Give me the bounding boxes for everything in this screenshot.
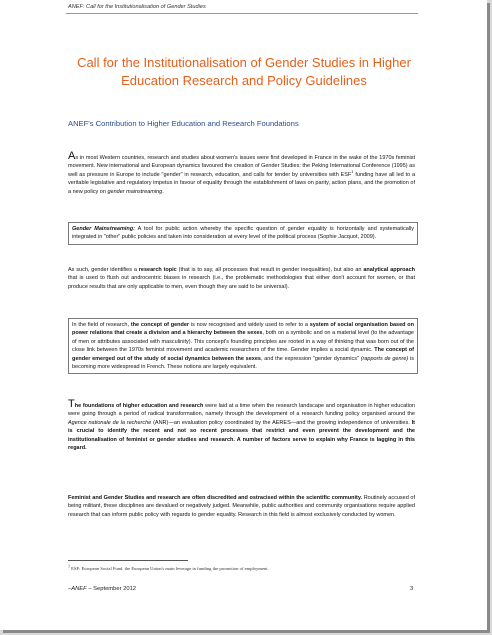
footnote-text: ESF: European Social Fund, the European Union's main leverage in funding the promotion of employment. [70,566,269,571]
definition-box [68,222,418,245]
footnote-mark: 1 [68,563,70,569]
foundations-text-1: were laid at a time when the research landscape and organisation in higher education were going through a period of radical transformation, namely through the development of a research funding policy organised around the [68,403,415,418]
page-number: 3 [410,586,414,592]
intro-text-2: funding have all led to a veritable legislative and regulatory impetus in favour of equality through the establishment of laws on parity, action plans, and the promotion of a new policy on [68,171,415,195]
definition-text: A tool for public action whereby the specific question of gender equality is horizontally and systematically integrated in "other" public policies and taken into consideration at every level of the political process (Sophie Jacquot, 2009). [72,226,414,241]
footnote-ref[interactable]: 1 [351,168,354,174]
concept-bold-1: the concept of gender [130,322,190,328]
dropcap-t: T [68,398,75,410]
research-topic-paragraph [68,266,415,291]
footnote-divider [68,560,188,561]
concept-text-4: , and the expression "gender dynamics" [260,355,361,362]
header-divider [66,13,418,14]
foundations-text-2: (ANR)—an evaluation policy coordinated by the AERES—and the growing independence of universities. [151,419,412,426]
footer-org: ANEF [71,586,87,592]
foundations-italic-1: Agence nationale de la recherche [68,419,152,426]
concept-box [68,318,418,374]
section-subtitle: ANEF's Contribution to Higher Education and Research Foundations [68,119,299,128]
title-line-2: Education Research and Policy Guidelines [121,73,367,88]
concept-text-2: is now recognised and widely used to refer to a [189,322,310,328]
ostracised-text-1: Routinely accused of being militant, these disciplines are devalued or negatively judged. Meanwhile, public authorities and community organisations require applied research that can inform public policy with regards to gender equality. Research in this field is almost exclusively conducted by women. [68,495,415,518]
foundations-bold-2: It is crucial to identify the recent and not so recent processes that restrict and even prevent the development and the institutionalisation of feminist or gender studies and research. A number of factors serve to explain why France is lagging in this regard. [68,419,415,452]
topic-text-1: As such, gender identifies a [68,267,139,273]
foundations-bold-1: he foundations of higher education and research [74,403,204,409]
topic-text-2: (that is to say, all processes that result in gender inequalities), but also an [176,267,364,273]
concept-italic-1: (rapports de genre) [360,355,409,362]
intro-paragraph [68,152,415,196]
running-header: ANEF: Call for the Institutionalisation of Gender Studies [68,4,206,10]
ostracised-paragraph [68,494,415,519]
concept-bold-3: The concept of gender emerged out of the study of social dynamics between the sexes [72,347,414,362]
topic-bold-2: analytical approach [363,267,416,273]
foundations-paragraph [68,400,415,452]
definition-term: Gender Mainstreaming: [72,226,135,232]
intro-text-3: . [162,188,164,195]
footer-left: –ANEF – September 2012 [68,586,137,592]
dropcap-a: A [68,150,76,162]
concept-text-1: In the field of research, [72,322,131,328]
concept-text-3: , both on a symbolic and on a material level (to the advantage of men or attributes associated with masculinity). This concept's founding principles are rooted in a way of thinking that was born out of the close link between the 1970s feminist movement and academic researchers of the time. Gender implies a social dynamic. [72,330,414,354]
topic-text-3: that is used to flush out androcentric biases in research (i.e., the problematic methodologies that either don't account for women, or that produce results that are only applicable to men, even though they are said to be universal). [68,275,415,290]
ostracised-bold-1: Feminist and Gender Studies and research are often discredited and ostracised within the scientific community. [68,495,363,501]
page-title [60,54,428,90]
concept-bold-2: system of social organisation based on power relations that create a division and a hierarchy between the sexes [72,322,415,337]
footer-date: – September 2012 [86,586,137,592]
concept-text-5: is becoming more widespread in French. These notions are largely equivalent. [72,355,414,371]
intro-text-1: s in most Western countries, research and studies about women's issues were first developed in France in the wake of the 1970s feminist movement. New international and European dynamics favoured the creation of Gender Studies: the Peking International Conference (1995) as well as pressure in Europe to include "gender" in research, education, and calls for tender by universities with ESF [68,155,415,178]
title-line-1: Call for the Institutionalisation of Gender Studies in Higher [77,55,411,70]
topic-bold-1: research topic [138,267,177,273]
intro-italic: gender mainstreaming [107,188,163,195]
footnote [68,563,269,571]
